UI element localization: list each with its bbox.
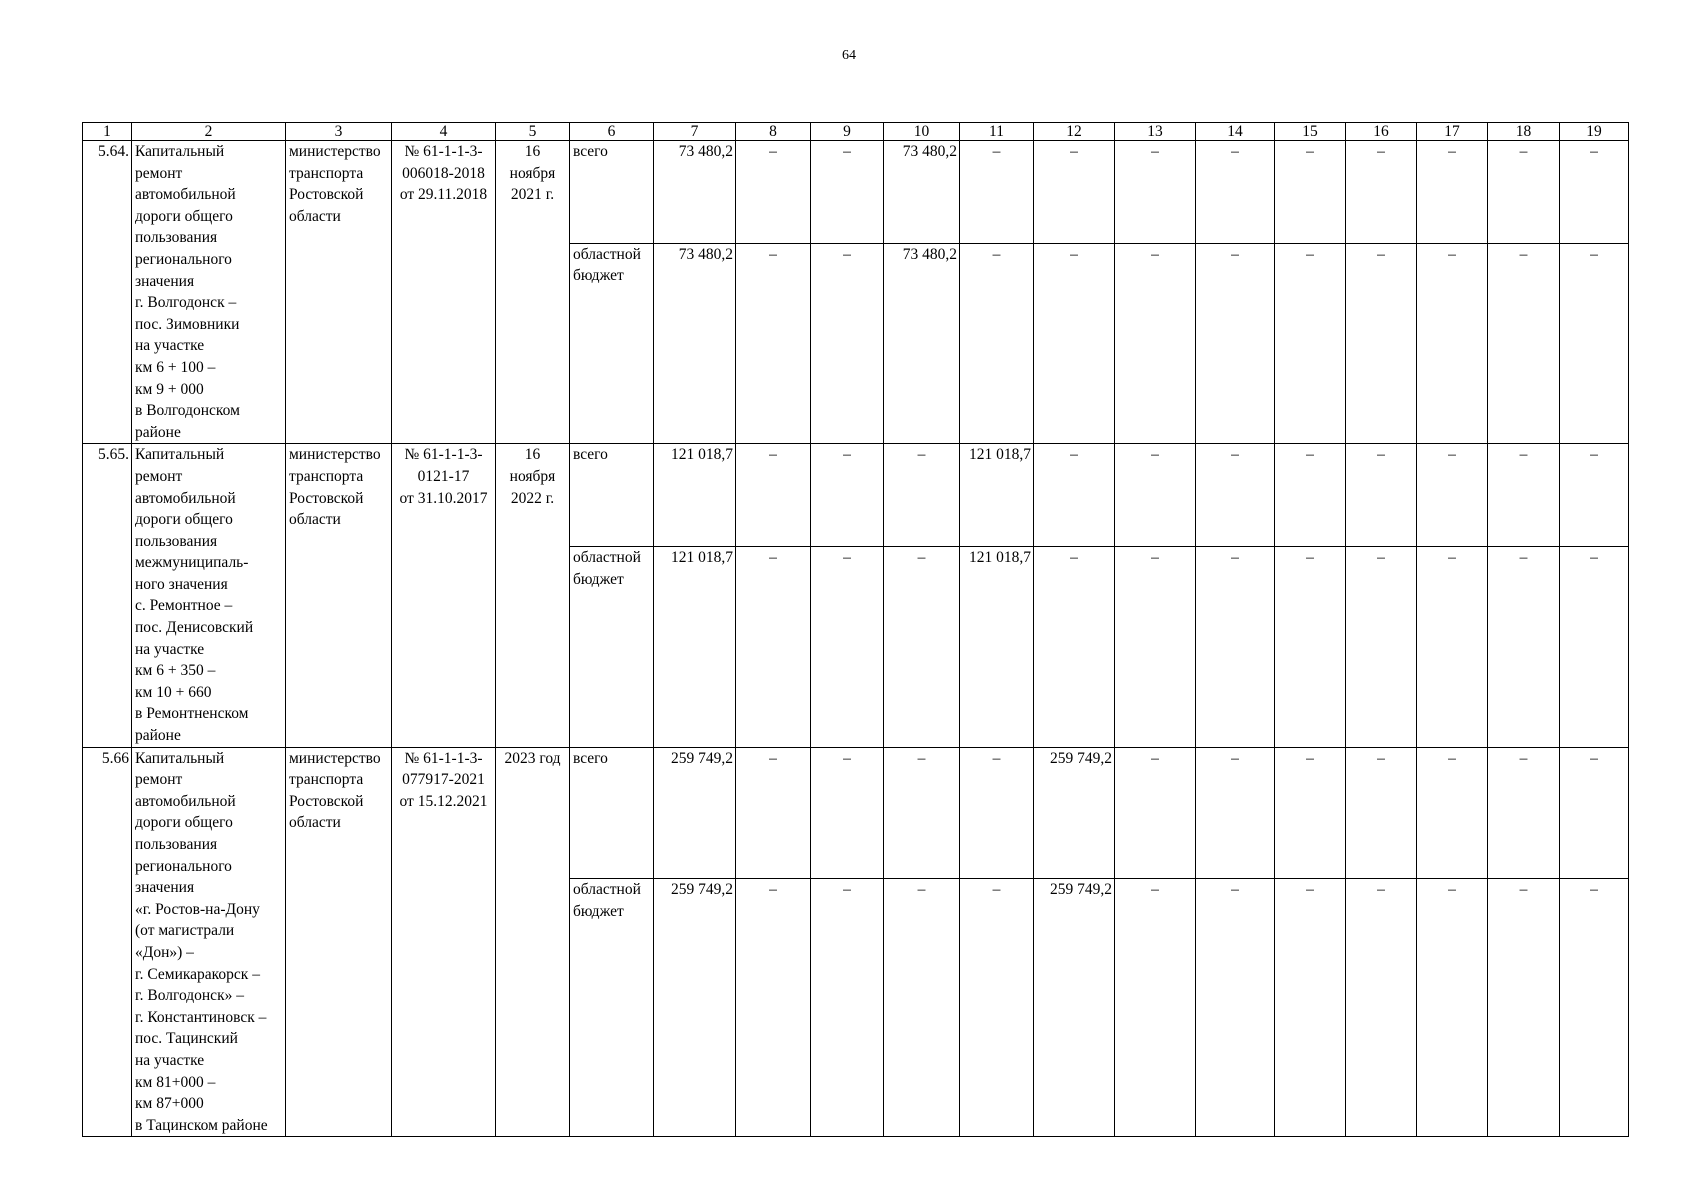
object-name-line: значения [135,272,195,290]
empty-value-cell: – [1275,546,1346,747]
amount-cell: 121 018,7 [654,546,736,747]
funding-source-budget-line: бюджет [573,267,624,285]
empty-value-cell: – [1560,141,1629,244]
object-name-line: районе [135,727,181,745]
document-ref-line: № 61-1-1-3- [404,749,483,767]
object-name-line: на участке [135,640,205,658]
column-header: 5 [496,123,570,141]
empty-value-cell: – [1346,444,1417,547]
object-name-line: на участке [135,337,205,355]
column-header: 4 [392,123,496,141]
object-name-line: г. Семикаракорск – [135,965,260,983]
empty-value-cell: – [736,243,811,444]
row-number: 5.65. [83,444,132,747]
document-ref-line: № 61-1-1-3- [404,143,483,160]
object-name-line: Капитальный [135,749,225,767]
funding-source-total: всего [570,747,654,879]
empty-value-cell: – [1560,243,1629,444]
object-name-line: в Тацинском районе [135,1116,268,1134]
empty-value-cell: – [1488,243,1560,444]
object-name-line: Капитальный [135,446,225,464]
object-name-line: в Волгодонском [135,402,240,420]
funding-source-budget-line: областной [573,245,641,263]
agency-line: Ростовской [289,186,364,204]
empty-value-cell: – [1034,141,1115,244]
document-ref [392,444,496,747]
empty-value-cell: – [1196,141,1275,244]
empty-value-cell: – [960,879,1034,1137]
object-name-line: пос. Тацинский [135,1030,238,1048]
object-name-line: ремонт [135,164,183,182]
amount-cell: 121 018,7 [960,444,1034,547]
funding-source-budget [570,879,654,1137]
empty-value-cell: – [884,444,960,547]
column-header: 11 [960,123,1034,141]
empty-value-cell: – [811,243,884,444]
empty-value-cell: – [1115,141,1196,244]
object-name-line: км 9 + 000 [135,380,204,398]
object-name-line: км 10 + 660 [135,683,212,701]
document-ref-line: от 31.10.2017 [399,489,488,507]
column-header: 3 [286,123,392,141]
document-ref-line: 006018-2018 [402,164,485,182]
amount-cell: 73 480,2 [654,243,736,444]
empty-value-cell: – [1417,879,1488,1137]
agency-line: транспорта [289,164,364,182]
empty-value-cell: – [1034,546,1115,747]
empty-value-cell: – [1115,747,1196,879]
column-header: 19 [1560,123,1629,141]
empty-value-cell: – [1115,444,1196,547]
table-row-total [83,444,1629,547]
object-name-line: км 6 + 350 – [135,662,216,680]
object-name-line: регионального [135,857,232,875]
object-name-line: ного значения [135,575,228,593]
agency [286,141,392,444]
object-name-line: км 81+000 – [135,1073,216,1091]
agency-line: Ростовской [289,489,364,507]
amount-cell: 259 749,2 [654,747,736,879]
object-name-line: в Ремонтненском [135,705,249,723]
column-header: 18 [1488,123,1560,141]
column-header: 14 [1196,123,1275,141]
object-name [132,444,286,747]
empty-value-cell: – [1488,141,1560,244]
object-name-line: дороги общего [135,814,233,832]
object-name-line: дороги общего [135,511,233,529]
column-header: 12 [1034,123,1115,141]
empty-value-cell: – [1196,243,1275,444]
empty-value-cell: – [1417,546,1488,747]
empty-value-cell: – [960,141,1034,244]
amount-cell: 73 480,2 [884,243,960,444]
empty-value-cell: – [1115,879,1196,1137]
completion-date-line: ноября [509,164,556,182]
completion-date-line: 16 [524,446,541,464]
agency-line: области [289,207,341,225]
object-name-line: км 87+000 [135,1095,204,1113]
table-row-total [83,747,1629,879]
document-ref [392,747,496,1137]
column-header: 10 [884,123,960,141]
funding-source-budget [570,546,654,747]
object-name-line: межмуниципаль- [135,554,249,572]
column-header: 13 [1115,123,1196,141]
column-header: 2 [132,123,286,141]
empty-value-cell: – [811,141,884,244]
object-name-line: (от магистрали [135,922,235,940]
completion-date-line: 16 [524,143,541,160]
empty-value-cell: – [1275,243,1346,444]
object-name-line: пос. Денисовский [135,619,254,637]
agency-line: министерство [289,749,381,767]
row-number: 5.64. [83,141,132,444]
empty-value-cell: – [736,747,811,879]
column-header: 8 [736,123,811,141]
empty-value-cell: – [1417,747,1488,879]
object-name-line: г. Волгодонск» – [135,987,244,1005]
object-name-line: автомобильной [135,792,236,810]
object-name-line: км 6 + 100 – [135,358,216,376]
table-row-total [83,141,1629,244]
object-name-line: значения [135,879,195,897]
funding-source-budget-line: областной [573,881,641,899]
amount-cell: 73 480,2 [884,141,960,244]
empty-value-cell: – [1488,747,1560,879]
empty-value-cell: – [884,546,960,747]
document-ref-line: от 15.12.2021 [399,792,488,810]
amount-cell: 121 018,7 [960,546,1034,747]
empty-value-cell: – [1346,747,1417,879]
amount-cell: 259 749,2 [1034,879,1115,1137]
empty-value-cell: – [811,546,884,747]
funding-source-budget-line: областной [573,548,641,566]
empty-value-cell: – [1417,243,1488,444]
amount-cell: 73 480,2 [654,141,736,244]
completion-date-line: 2023 год [504,749,561,767]
column-header: 6 [570,123,654,141]
empty-value-cell: – [1275,444,1346,547]
empty-value-cell: – [1417,444,1488,547]
empty-value-cell: – [1275,747,1346,879]
empty-value-cell: – [1346,546,1417,747]
empty-value-cell: – [884,747,960,879]
page-number: 64 [842,48,856,63]
empty-value-cell: – [1196,546,1275,747]
empty-value-cell: – [736,444,811,547]
agency-line: министерство [289,446,381,464]
agency-line: транспорта [289,467,364,485]
agency [286,747,392,1137]
empty-value-cell: – [1560,879,1629,1137]
empty-value-cell: – [1346,141,1417,244]
agency-line: Ростовской [289,792,364,810]
empty-value-cell: – [1275,141,1346,244]
column-header: 1 [83,123,132,141]
object-name-line: автомобильной [135,186,236,204]
empty-value-cell: – [1034,444,1115,547]
object-name-line: г. Волгодонск – [135,294,237,312]
empty-value-cell: – [1115,243,1196,444]
empty-value-cell: – [736,141,811,244]
empty-value-cell: – [1196,444,1275,547]
column-header: 17 [1417,123,1488,141]
empty-value-cell: – [1034,243,1115,444]
empty-value-cell: – [1488,546,1560,747]
empty-value-cell: – [1560,546,1629,747]
amount-cell: 121 018,7 [654,444,736,547]
object-name-line: на участке [135,1051,205,1069]
completion-date-line: 2022 г. [510,489,555,507]
object-name-line: пользования [135,836,218,853]
empty-value-cell: – [736,879,811,1137]
investment-table [82,122,1629,1137]
empty-value-cell: – [1115,546,1196,747]
object-name-line: районе [135,423,181,441]
column-header: 9 [811,123,884,141]
empty-value-cell: – [1488,444,1560,547]
object-name-line: дороги общего [135,207,233,225]
agency-line: области [289,511,341,529]
document-ref-line: 0121-17 [417,467,470,485]
document-ref-line: от 29.11.2018 [399,186,488,204]
agency-line: области [289,814,341,832]
object-name-line: «г. Ростов-на-Дону [135,900,260,918]
object-name-line: ремонт [135,467,183,485]
object-name-line: с. Ремонтное – [135,597,233,615]
empty-value-cell: – [1560,444,1629,547]
object-name-line: «Дон») – [135,943,194,961]
object-name [132,747,286,1137]
empty-value-cell: – [1275,879,1346,1137]
empty-value-cell: – [1346,879,1417,1137]
empty-value-cell: – [811,444,884,547]
funding-source-budget-line: бюджет [573,570,624,588]
empty-value-cell: – [884,879,960,1137]
column-header: 15 [1275,123,1346,141]
document-ref [392,141,496,444]
agency [286,444,392,747]
object-name-line: автомобильной [135,489,236,507]
amount-cell: 259 749,2 [1034,747,1115,879]
completion-date-line: 2021 г. [510,186,555,204]
document-ref-line: 077917-2021 [402,771,485,789]
empty-value-cell: – [1560,747,1629,879]
funding-source-budget-line: бюджет [573,903,624,921]
object-name-line: регионального [135,250,232,268]
column-header: 7 [654,123,736,141]
object-name-line: пользования [135,532,218,550]
agency-line: министерство [289,143,381,160]
object-name-line: пос. Зимовники [135,315,240,333]
funding-source-budget [570,243,654,444]
empty-value-cell: – [1417,141,1488,244]
empty-value-cell: – [811,747,884,879]
object-name-line: Капитальный [135,143,225,160]
funding-source-total: всего [570,444,654,547]
empty-value-cell: – [811,879,884,1137]
funding-source-total: всего [570,141,654,244]
empty-value-cell: – [1346,243,1417,444]
empty-value-cell: – [1196,747,1275,879]
empty-value-cell: – [960,747,1034,879]
completion-date-line: ноября [509,467,556,485]
object-name-line: пользования [135,229,218,247]
empty-value-cell: – [1196,879,1275,1137]
empty-value-cell: – [1488,879,1560,1137]
object-name-line: ремонт [135,771,183,789]
row-number: 5.66 [83,747,132,1137]
document-ref-line: № 61-1-1-3- [404,446,483,464]
agency-line: транспорта [289,771,364,789]
column-header: 16 [1346,123,1417,141]
empty-value-cell: – [736,546,811,747]
completion-date [496,747,570,1137]
header-row [83,123,1629,141]
empty-value-cell: – [960,243,1034,444]
completion-date [496,444,570,747]
completion-date [496,141,570,444]
amount-cell: 259 749,2 [654,879,736,1137]
object-name [132,141,286,444]
object-name-line: г. Константиновск – [135,1008,267,1026]
